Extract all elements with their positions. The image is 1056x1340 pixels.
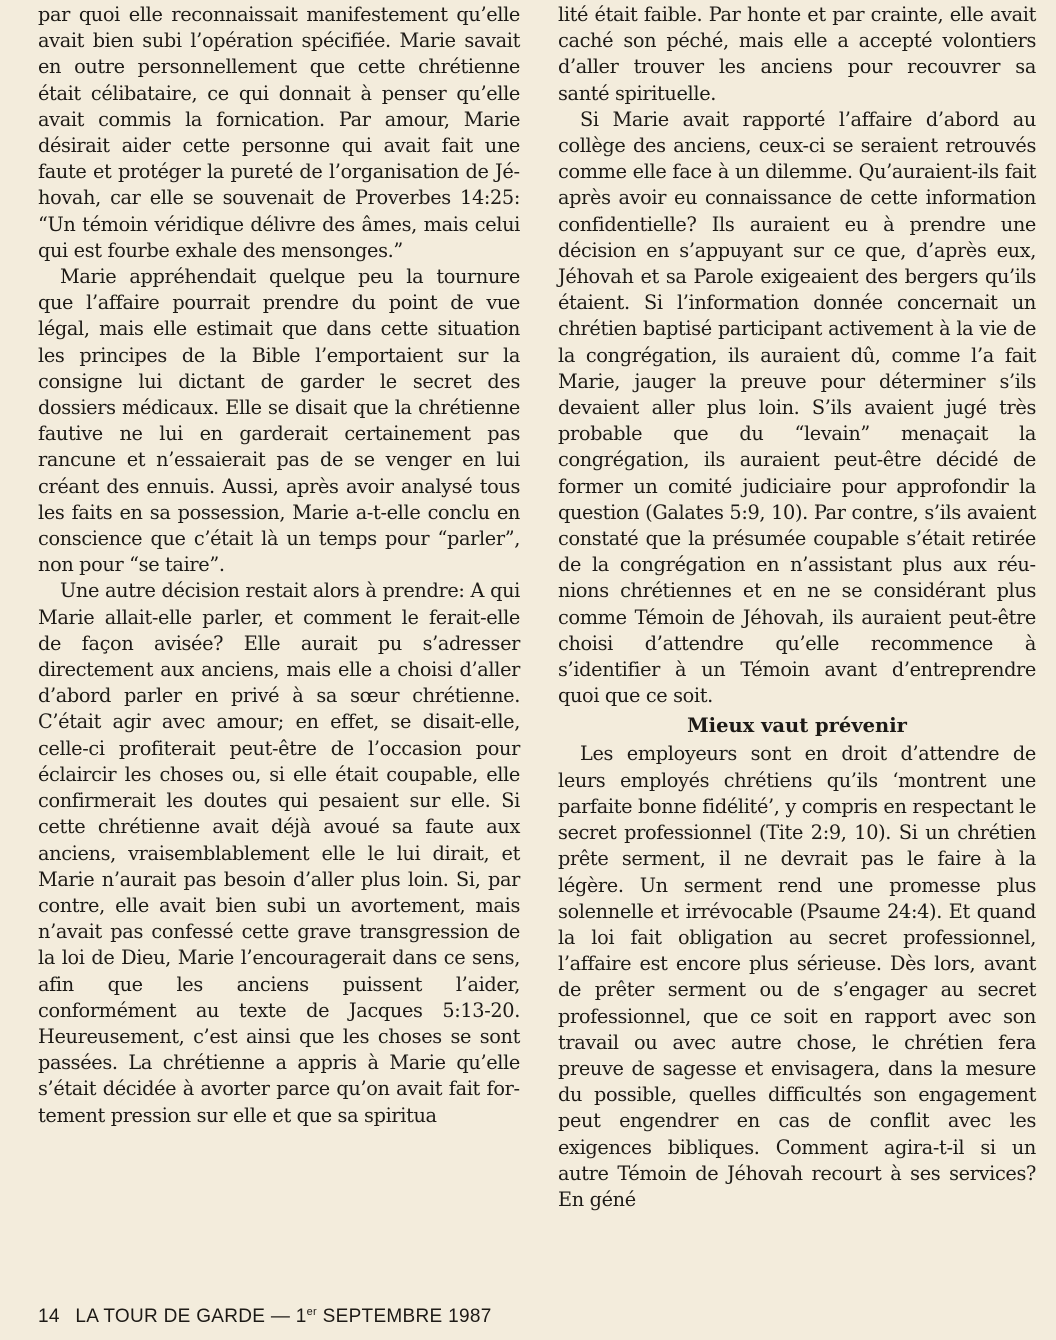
- paragraph: lité était faible. Par honte et par crainte, elle avait caché son péché, mais elle a accepté volontiers d’aller trouver les anciens pour recouvrer sa santé spirituelle.: [558, 3, 1036, 105]
- left-column: [38, 2, 520, 1129]
- paragraph: Une autre décision restait alors à prendre: A qui Marie allait-elle parler, et comment le ferait-elle de façon avisée? Elle aurait pu s’adresser directement aux anciens, mais elle a choisi d’aller d’abord parler en privé à sa sœur chrétienne. C’était agir avec amour; en effet, se disait-elle, celle-ci profiterait peut-être de l’occasion pour éclaircir les choses ou, si elle était coupable, elle confirmerait les doutes qui pesaient sur elle. Si cette chrétienne avait déjà avoué sa faute aux anciens, vraisemblablement elle le lui dirait, et Marie n’aurait pas besoin d’aller plus loin. Si, par contre, elle avait bien subi un avortement, mais n’avait pas confessé cette grave transgression de la loi de Dieu, Marie l’encouragerait dans ce sens, afin que les anciens puissent l’aider, conformément au texte de Jacques 5:13-20. Heureusement, c’est ainsi que les choses se sont passées. La chrétienne a appris à Marie qu’elle s’était décidée à avorter parce qu’on avait fait fortement pression sur elle et que sa spiritua: [38, 579, 520, 1127]
- issue-day: 1: [295, 1306, 307, 1327]
- paragraph: Les employeurs sont en droit d’attendre de leurs employés chrétiens qu’ils ‘montrent une parfaite bonne fidélité’, y compris en respectant le secret professionnel (Tite 2:9, 10). Si un chrétien prête serment, il ne devrait pas le faire à la légère. Un serment rend une promesse plus solennelle et irrévocable (Psaume 24:4). Et quand la loi fait obligation au secret professionnel, l’affaire est encore plus sérieuse. Dès lors, avant de prêter serment ou de s’engager au secret professionnel, que ce soit en rapport avec son travail ou avec autre chose, le chrétien fera preuve de sagesse et envisagera, dans la mesure du possible, quelles difficultés son engagement peut engendrer en cas de conflit avec les exigences bibliques. Comment agira-t-il si un autre Témoin de Jéhovah recourt à ses services? En géné: [558, 742, 1036, 1211]
- page-number: 14: [38, 1306, 60, 1327]
- footer-dash: —: [270, 1306, 291, 1327]
- publication-title: LA TOUR DE GARDE: [75, 1306, 266, 1327]
- issue-date: SEPTEMBRE 1987: [322, 1306, 492, 1327]
- section-heading: Mieux vaut prévenir: [687, 714, 907, 738]
- right-column: [558, 2, 1036, 1213]
- paragraph: Si Marie avait rapporté l’affaire d’abord au collège des anciens, ceux-ci se seraient retrouvés comme elle face à un dilemme. Qu’auraient-ils fait après avoir eu connaissance de cette information confidentielle? Ils auraient eu à prendre une décision en s’appuyant sur ce que, d’après eux, Jéhovah et sa Parole exigeaient des bergers qu’ils étaient. Si l’information donnée concernait un chrétien baptisé participant activement à la vie de la congrégation, ils auraient dû, comme l’a fait Marie, jauger la preuve pour déterminer s’ils devaient aller plus loin. S’ils avaient jugé très probable que du “levain” menaçait la congrégation, ils auraient peut-être décidé de former un comité judiciaire pour approfondir la question (Galates 5:9, 10). Par contre, s’ils avaient constaté que la présumée coupable s’était retirée de la congrégation en n’assistant plus aux réunions chrétiennes et en ne se considérant plus comme Témoin de Jéhovah, ils auraient peut-être choisi d’attendre qu’elle recommence à s’identifier à un Témoin avant d’entreprendre quoi que ce soit.: [558, 107, 1036, 708]
- paragraph: par quoi elle reconnaissait manifestement qu’elle avait bien subi l’opération spécifiée. Marie savait en outre personnellement que cette chrétienne était célibataire, ce qui donnait à penser qu’elle avait commis la fornication. Par amour, Marie désirait aider cette personne qui avait fait une faute et protéger la pureté de l’organisation de Jéhovah, car elle se souvenait de Proverbes 14:25: “Un témoin véridique délivre des âmes, mais celui qui est fourbe exhale des mensonges.”: [38, 3, 520, 262]
- page-footer: [38, 1306, 492, 1328]
- issue-day-suffix: er: [306, 1306, 318, 1318]
- paragraph: Marie appréhendait quelque peu la tournure que l’affaire pourrait prendre du point de vue légal, mais elle estimait que dans cette situation les principes de la Bible l’emportaient sur la consigne lui dictant de garder le secret des dossiers médicaux. Elle se disait que la chrétienne fautive ne lui en garderait certainement pas rancune et n’essaierait pas de se venger en lui créant des ennuis. Aussi, après avoir analysé tous les faits en sa possession, Marie a-t-elle conclu en conscience que c’était là un temps pour “parler”, non pour “se taire”.: [38, 265, 520, 577]
